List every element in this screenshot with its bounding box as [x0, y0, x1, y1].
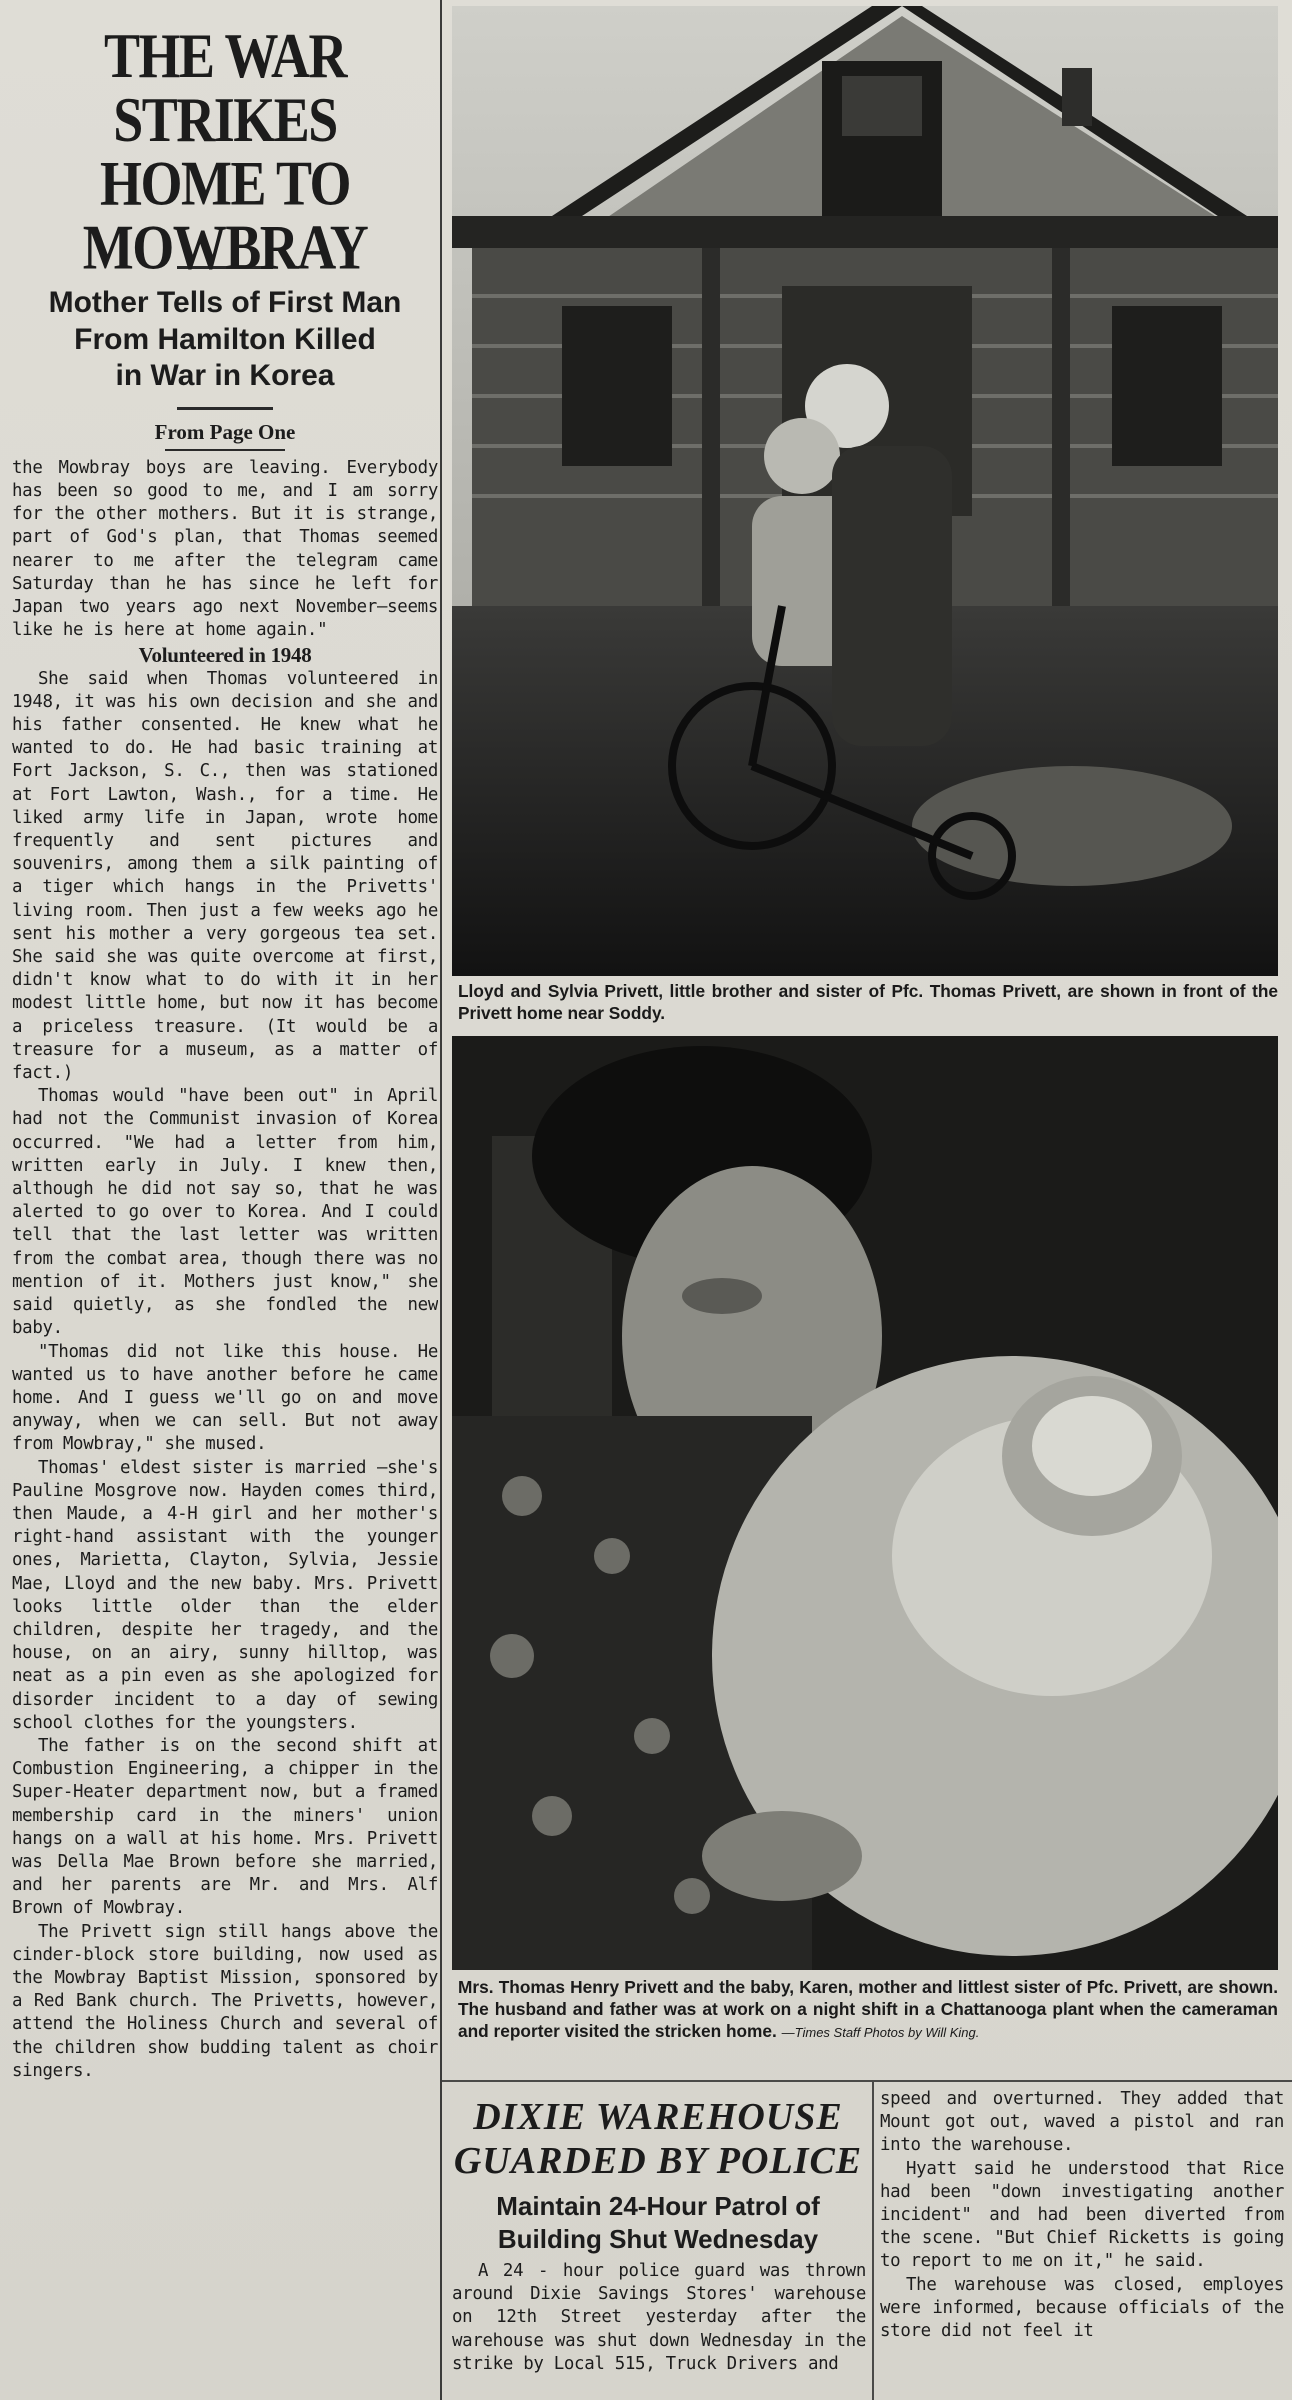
body-paragraph: "Thomas did not like this house. He wanted us to have another before he came home. And I guess we'll go on and move anyway, when we can sell. But not away from Mowbray," she mused. — [12, 1341, 438, 1455]
second-headline-line-1: DIXIE WAREHOUSE — [473, 2096, 843, 2138]
jump-line: From Page One — [154, 419, 296, 444]
deck-divider — [177, 407, 273, 410]
article-body — [12, 457, 438, 2083]
house-photo — [452, 6, 1278, 976]
body-paragraph: the Mowbray boys are leaving. Everybody has been so good to me, and I am sorry for the other mothers. But it is strange, part of God's plan, that Thomas seemed nearer to me after the telegram came Saturday than he has since he left for Japan two years ago next November—seems like he is here at home again." — [12, 457, 438, 641]
deck-line-3: in War in Korea — [115, 359, 335, 393]
column-rule — [440, 0, 442, 2400]
headline-line-2: HOME TO MOWBRAY — [82, 147, 368, 283]
second-article-deck — [448, 2190, 868, 2255]
second-deck-line-2: Building Shut Wednesday — [497, 2223, 819, 2254]
body-paragraph: The father is on the second shift at Combustion Engineering, a chipper in the Super-Heater department now, but a framed membership card in the miners' union hangs on a wall at his home. Mrs. Privett was Della Mae Brown before she married, and her parents are Mr. and Mrs. Alf Brown of Mowbray. — [12, 1735, 438, 1919]
headline-line-1: THE WAR STRIKES — [103, 20, 347, 155]
second-article-lead: A 24 - hour police guard was thrown around Dixie Savings Stores' warehouse on 12th Street yesterday after the warehouse was shut down Wednesday in the strike by Local 515, Truck Drivers and — [452, 2261, 866, 2374]
continued-paragraph: Hyatt said he understood that Rice had been "down investigating another incident" and had been diverted from the scene. "But Chief Ricketts is going to report to me on it," he said. — [880, 2158, 1284, 2272]
photo-bottom-rule — [442, 2080, 1292, 2082]
body-paragraph: She said when Thomas volunteered in 1948, it was his own decision and she and his father consented. He knew what he wanted to do. He had basic training at Fort Jackson, S. C., then was stationed at Fort Lawton, Wash., for a time. He liked army life in Japan, wrote home frequently and sent pictures and souvenirs, among them a silk painting of a tiger which hangs in the Privetts' living room. Then just a few weeks ago he sent his mother a very gorgeous tea set. She said she was quite overcome at first, didn't know what to do with it in her modest little home, but now it has become a priceless treasure. (It would be a treasure for a museum, as a matter of fact.) — [12, 668, 438, 1084]
second-article-column-rule — [872, 2082, 874, 2400]
body-paragraph: The Privett sign still hangs above the cinder-block store building, now used as the Mowbray Baptist Mission, sponsored by a Red Bank church. The Privetts, however, attend the Holiness Church and several of the children show budding talent as choir singers. — [12, 1921, 438, 2081]
deck-line-1: Mother Tells of First Man — [48, 286, 402, 319]
mother-baby-photo-image — [452, 1036, 1278, 1970]
house-photo-image — [452, 6, 1278, 976]
mother-baby-caption — [458, 1976, 1278, 2044]
house-photo-caption: Lloyd and Sylvia Privett, little brother and sister of Pfc. Thomas Privett, are shown in front of the Privett home near Soddy. — [458, 981, 1278, 1023]
body-paragraph: Thomas' eldest sister is married —she's Pauline Mosgrove now. Hayden comes third, then Maude, a 4-H girl and her mother's right-hand assistant with the younger ones, Marietta, Clayton, Sylvia, Jessie Mae, Lloyd and the new baby. Mrs. Privett looks little older than the elder children, despite her tragedy, and the house, on an airy, sunny hilltop, was neat as a pin even as she apologized for disorder incident to a day of sewing school clothes for the youngsters. — [12, 1457, 438, 1733]
article-subhead: Volunteered in 1948 — [138, 643, 312, 668]
article-headline — [12, 20, 438, 283]
main-article-column — [12, 6, 438, 2396]
second-article-body — [452, 2260, 866, 2400]
mother-baby-caption-text: Mrs. Thomas Henry Privett and the baby, Karen, mother and littlest sister of Pfc. Privett, are shown. The husband and father was at work on a night shift in a Chattanooga plant when the cameraman and reporter visited the stricken home. — [458, 1977, 1278, 2041]
jump-divider — [165, 449, 285, 451]
second-article-continued — [880, 2088, 1284, 2400]
continued-paragraph: The warehouse was closed, employes were informed, because officials of the store did not feel it — [880, 2274, 1284, 2342]
body-paragraph: Thomas would "have been out" in April had not the Communist invasion of Korea occurred. "We had a letter from him, written early in July. I knew then, although he did not say so, that he was alerted to go over to Korea. And I could tell that the last letter was written from the combat area, though there was no mention of it. Mothers just know," she said quietly, as she fondled the new baby. — [12, 1086, 438, 1339]
photo-credit: —Times Staff Photos by Will King. — [781, 2025, 980, 2040]
continued-paragraph: speed and overturned. They added that Mount got out, waved a pistol and ran into the warehouse. — [880, 2089, 1284, 2156]
deck-line-2: From Hamilton Killed — [74, 322, 376, 356]
article-deck — [12, 285, 438, 395]
second-deck-line-1: Maintain 24-Hour Patrol of — [496, 2191, 820, 2221]
mother-baby-photo — [452, 1036, 1278, 1970]
second-article-headline — [448, 2098, 868, 2186]
second-headline-line-2: GUARDED BY POLICE — [453, 2140, 863, 2182]
